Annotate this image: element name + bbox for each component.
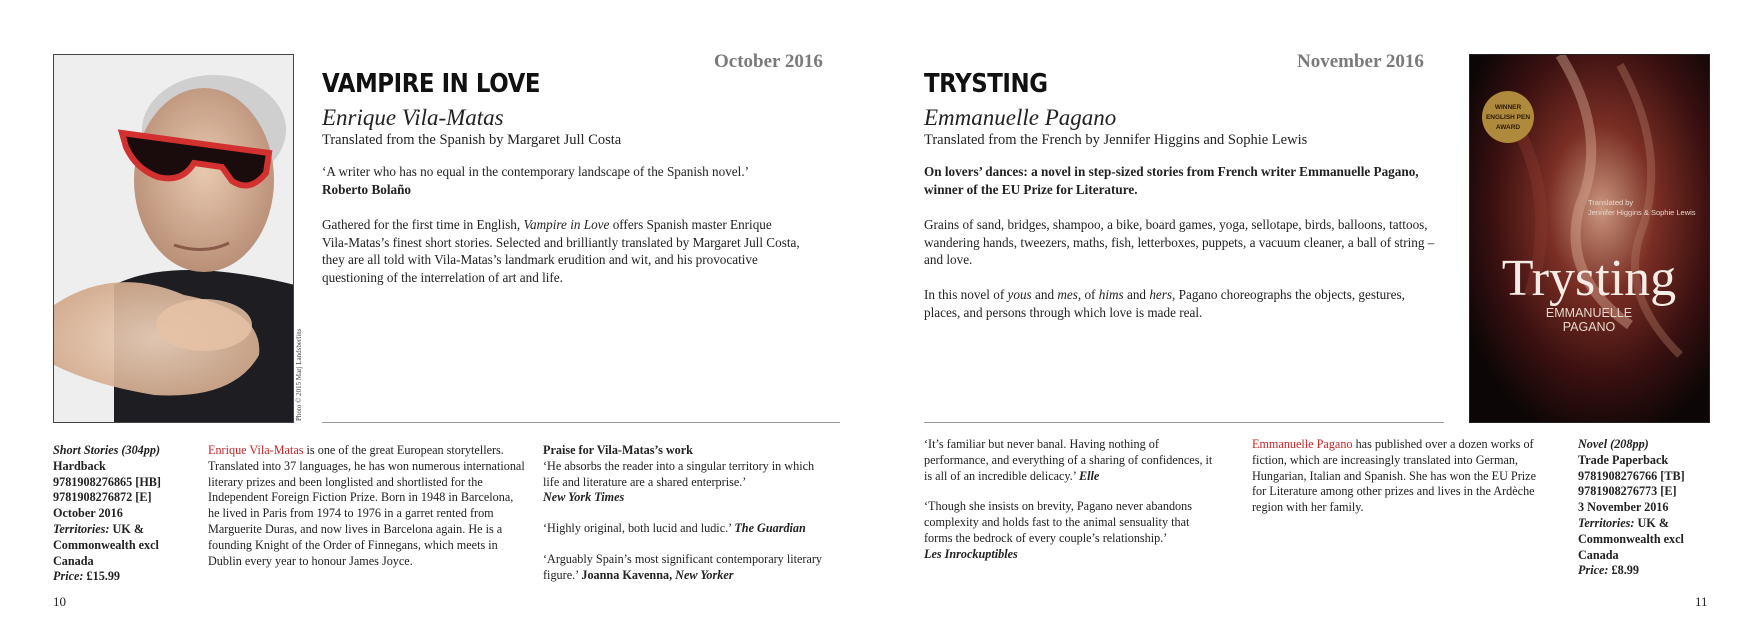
book-description <box>322 216 800 286</box>
publication-date: October 2016 <box>714 51 823 72</box>
details-price <box>53 569 198 585</box>
svg-text:Translated by: Translated by <box>1588 198 1634 207</box>
book-title: TRYSTING <box>924 69 1048 99</box>
endorsement-quote <box>322 163 822 198</box>
section-divider <box>322 422 840 423</box>
price-value: £8.99 <box>1611 563 1639 578</box>
details-isbn-hb: 9781908276865 [HB] <box>53 474 161 489</box>
svg-text:Jennifer Higgins & Sophie Lewi: Jennifer Higgins & Sophie Lewis <box>1588 208 1696 217</box>
details-date: October 2016 <box>53 506 123 521</box>
book-author: Enrique Vila-Matas <box>322 105 504 130</box>
author-bio <box>208 443 526 569</box>
book-details <box>1578 437 1723 579</box>
cover-artwork <box>1470 55 1709 422</box>
book-author: Emmanuelle Pagano <box>924 105 1117 130</box>
book-details <box>53 443 198 585</box>
book-lead: On lovers’ dances: a novel in step-sized stories from French writer Emmanuelle Pagano, winner of the EU Prize for Literature. <box>924 164 1419 197</box>
praise-item: ‘Highly original, both lucid and ludic.’ The Guardian <box>543 521 806 536</box>
review-quotes <box>924 437 1214 563</box>
territories-value: UK & Commonwealth excl Canada <box>53 521 159 568</box>
description-book-title: Vampire in Love <box>523 217 610 232</box>
author-bio <box>1252 437 1537 516</box>
details-isbn-e: 9781908276872 [E] <box>53 490 152 505</box>
details-binding: Trade Paperback <box>1578 452 1669 467</box>
details-isbn-e: 9781908276773 [E] <box>1578 484 1677 499</box>
territories-value: UK & Commonwealth excl Canada <box>1578 515 1684 562</box>
details-date: 3 November 2016 <box>1578 500 1669 515</box>
price-label: Price: <box>53 569 84 584</box>
section-divider <box>924 422 1444 423</box>
price-value: £15.99 <box>86 569 121 584</box>
book-cover <box>1469 54 1710 423</box>
review-quote: ‘Though she insists on brevity, Pagano never abandons complexity and holds fast to the animal sensuality that forms the bedrock of every couple’s relationship.’ Les Inrockuptibles <box>924 499 1192 561</box>
cover-title: Trysting <box>1501 250 1677 307</box>
praise-section <box>543 443 833 584</box>
book-translator: Translated from the Spanish by Margaret Jull Costa <box>322 132 622 148</box>
publication-date: November 2016 <box>1297 51 1424 72</box>
author-photo <box>53 54 294 423</box>
details-binding: Hardback <box>53 458 106 473</box>
territories-label: Territories: <box>53 521 110 536</box>
svg-text:WINNER: WINNER <box>1494 104 1522 111</box>
page-number: 11 <box>1695 594 1708 609</box>
praise-heading: Praise for Vila-Matas’s work <box>543 443 693 457</box>
praise-item: ‘He absorbs the reader into a singular territory in which life and literature are a shared enterprise.’ New York Times <box>543 458 815 505</box>
bio-text: is one of the great European storytellers. Translated into 37 languages, he has won numerous international literary prizes and been longlisted and shortlisted for the Independent Foreign Fiction Prize. Born in 1948 in Barcelona, he lived in Paris from 1974 to 1976 in a garret rented from Marguerite Duras, and now lives in Barcelona again. He is a founding Knight of the Order of Finnegans, which meets in Dublin every year to honour James Joyce. <box>208 443 525 568</box>
svg-text:EMMANUELLE: EMMANUELLE <box>1545 306 1633 320</box>
quote-text: ‘A writer who has no equal in the contemporary landscape of the Spanish novel.’ <box>322 164 750 179</box>
photo-credit: Photo © 2015 Marj Landsberlins <box>295 328 303 421</box>
details-territories <box>1578 516 1723 563</box>
book-description-1: Grains of sand, bridges, shampoo, a bike, board games, yoga, sellotape, birds, balloons, tattoos, wandering hands, tweezers, maths, fish, letterboxes, puppets, a vacuum cleaner, a ball of string – and love. <box>924 217 1435 267</box>
page-number: 10 <box>53 594 66 609</box>
bio-author-name: Enrique Vila-Matas <box>208 443 304 457</box>
description-part-1: Gathered for the first time in English, <box>322 217 521 232</box>
book-description-2: In this novel of yous and mes, of hims and hers, Pagano choreographs the objects, gestures, places, and persons through which love is made real. <box>924 287 1405 320</box>
book-translator: Translated from the French by Jennifer Higgins and Sophie Lewis <box>924 132 1308 148</box>
details-territories <box>53 522 198 569</box>
praise-item: ‘Arguably Spain’s most significant contemporary literary figure.’ Joanna Kavenna, New Yorker <box>543 551 823 582</box>
svg-text:PAGANO: PAGANO <box>1562 320 1616 334</box>
svg-text:ENGLISH PEN: ENGLISH PEN <box>1485 114 1531 121</box>
details-format: Novel (208pp) <box>1578 437 1649 451</box>
price-label: Price: <box>1578 563 1609 578</box>
description-part-2: offers Spanish master Enrique Vila-Matas’s finest short stories. Selected and brilliantly translated by Margaret Jull Costa, they are all told with Vila-Matas’s landmark erudition and wit, and his provocative questioning of the interrelation of art and life. <box>322 217 800 285</box>
book-title: VAMPIRE IN LOVE <box>322 69 541 99</box>
author-portrait-illustration <box>54 55 294 423</box>
details-isbn-tb: 9781908276766 [TB] <box>1578 468 1685 483</box>
bio-text: has published over a dozen works of fiction, which are increasingly translated into German, Hungarian, Italian and Spanish. She has won the EU Prize for Literature among other prizes and lives in the Ardèche region with her family. <box>1252 437 1536 515</box>
details-format: Short Stories (304pp) <box>53 443 160 457</box>
details-price <box>1578 563 1723 579</box>
review-quote: ‘It’s familiar but never banal. Having nothing of performance, and everything of a sharing of confidences, it is all of an incredible delicacy.’ Elle <box>924 437 1213 483</box>
quote-source: Roberto Bolaño <box>322 181 412 197</box>
bio-author-name: Emmanuelle Pagano <box>1252 437 1353 451</box>
svg-text:AWARD: AWARD <box>1495 124 1521 131</box>
territories-label: Territories: <box>1578 515 1635 530</box>
